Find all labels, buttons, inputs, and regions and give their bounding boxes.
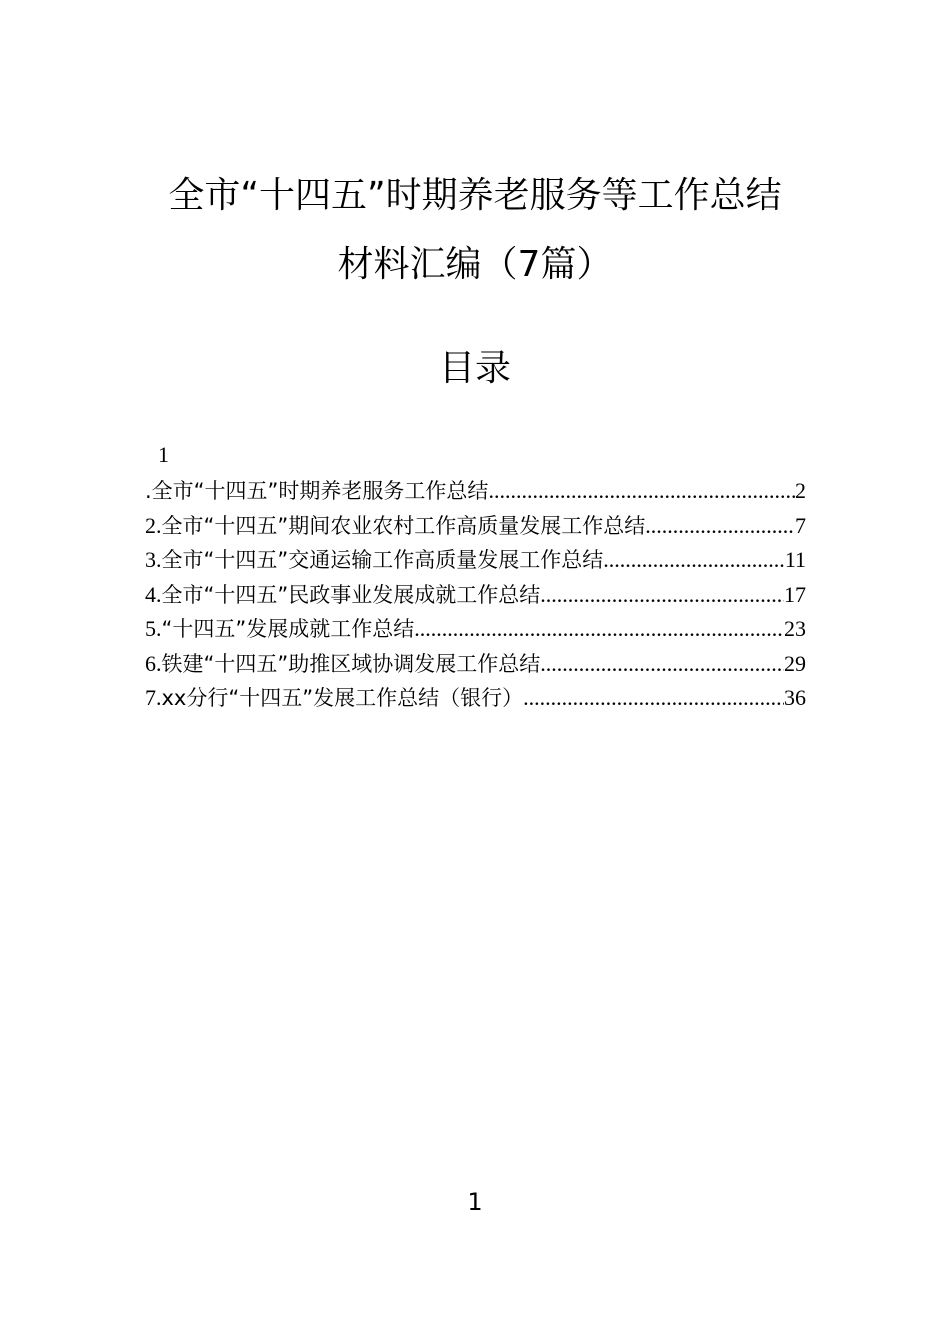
toc-entry-1[interactable] [145,474,806,509]
toc-entry-number: 7. [145,685,162,710]
toc-entry-number: 6. [145,650,162,676]
toc-entry-4[interactable] [145,578,806,613]
toc-dot-leader [523,681,784,716]
toc-dot-leader [488,474,795,509]
toc-entry-title: 铁建“十四五”助推区域协调发展工作总结 [161,651,541,676]
toc-dot-leader [540,647,784,682]
toc-entry-page: 23 [784,616,806,641]
toc-entry-page: 36 [784,685,806,710]
toc-entry-3[interactable] [145,543,806,578]
toc-entry-page: 17 [784,581,806,607]
toc-dot-leader [414,612,784,647]
toc-entry-page: 7 [795,512,806,538]
toc-dot-leader [603,543,785,578]
toc-entry-page: 29 [784,650,806,676]
toc-entry-number: 2. [145,512,162,538]
toc-list [145,474,806,716]
toc-entry-title: 全市“十四五”期间农业农村工作高质量发展工作总结 [161,513,646,538]
toc-entry-number: 5. [145,616,162,641]
toc-dot-leader [645,509,795,544]
page-number: 1 [467,1188,483,1216]
toc-entry-title: xx分行“十四五”发展工作总结（银行） [161,686,524,710]
toc-entry-page: 11 [784,547,806,572]
toc-entry-title: 全市“十四五”交通运输工作高质量发展工作总结 [161,548,604,572]
toc-entry-title: .全市“十四五”时期养老服务工作总结 [145,479,489,503]
toc-entry-number: 4. [145,581,162,607]
document-title-line-2: 材料汇编（7篇） [337,244,613,285]
toc-entry-number: 3. [145,547,162,572]
toc-entry-5[interactable] [145,612,806,647]
toc-entry-title: 全市“十四五”民政事业发展成就工作总结 [161,582,541,607]
toc-stray-number: 1 [158,442,169,467]
toc-entry-page: 2 [795,478,806,503]
toc-entry-6[interactable] [145,647,806,682]
document-title-line-1: 全市“十四五”时期养老服务等工作总结 [168,175,782,216]
toc-heading: 目录 [438,348,511,389]
toc-entry-7[interactable] [145,681,806,716]
toc-dot-leader [540,578,784,613]
toc-entry-title: “十四五”发展成就工作总结 [161,617,415,641]
toc-entry-2[interactable] [145,509,806,544]
